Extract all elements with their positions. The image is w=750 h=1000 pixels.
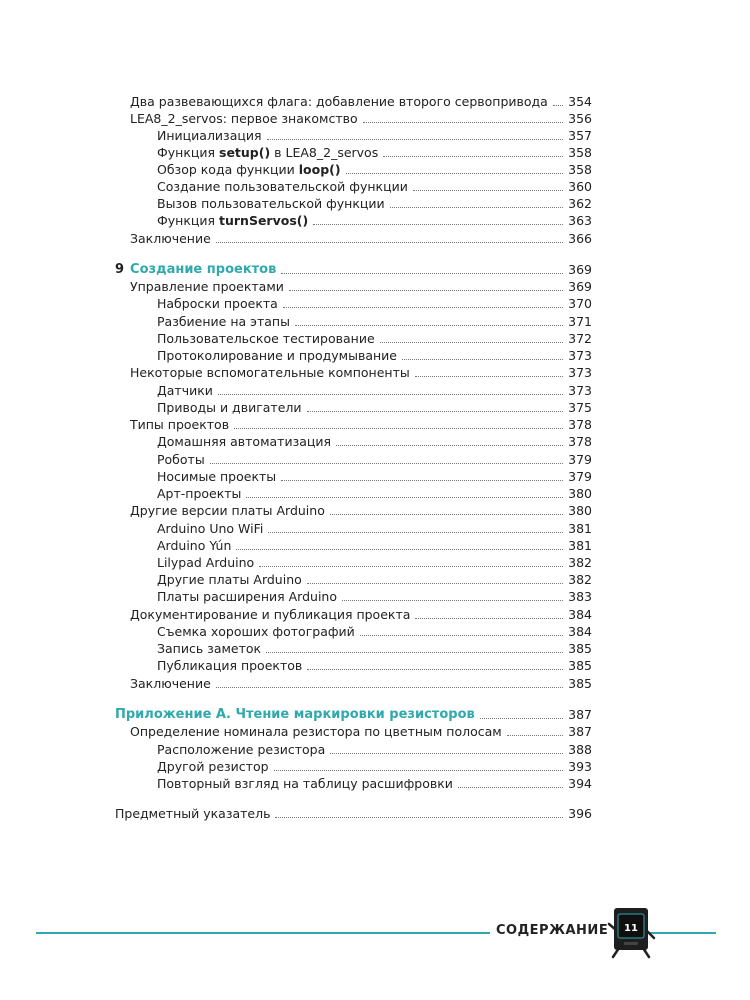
toc-page-number: 385 [568, 676, 592, 691]
toc-page-number: 358 [568, 162, 592, 177]
toc-entry-title [157, 742, 325, 757]
toc-page-number: 393 [568, 759, 592, 774]
dot-leader [330, 753, 563, 754]
dot-leader [246, 497, 563, 498]
toc-chapter [115, 705, 592, 722]
dot-leader [216, 687, 563, 688]
toc-page-number: 369 [568, 279, 592, 294]
dot-leader [307, 411, 564, 412]
dot-leader [313, 224, 563, 225]
toc-entry [130, 363, 592, 380]
toc-entry-title [130, 607, 410, 622]
toc-page-number: 363 [568, 213, 592, 228]
toc-entry-title [130, 231, 211, 246]
toc-page-number: 394 [568, 776, 592, 791]
dot-leader [553, 105, 563, 106]
toc-page-number: 372 [568, 331, 592, 346]
toc-entry-title [115, 707, 475, 722]
toc-entry [157, 177, 592, 194]
toc-entry-title [130, 279, 284, 294]
toc-entry [157, 639, 592, 656]
toc-entry-title-part: setup() [219, 145, 271, 160]
toc-page-number: 383 [568, 589, 592, 604]
dot-leader [363, 122, 563, 123]
toc-page-number: 388 [568, 742, 592, 757]
dot-leader [266, 652, 563, 653]
dot-leader [281, 273, 563, 274]
toc-entry [157, 740, 592, 757]
toc-entry-title-part: Съемка хороших фотографий [157, 624, 355, 639]
toc-entry [130, 415, 592, 432]
toc-entry-title-part: Lilypad Arduino [157, 555, 255, 570]
dot-leader [342, 600, 563, 601]
toc-entry-title-part: Расположение резистора [157, 742, 326, 757]
toc-entry [157, 381, 592, 398]
toc-entry [157, 294, 592, 311]
dot-leader [360, 635, 563, 636]
section-label: СОДЕРЖАНИЕ [490, 920, 618, 942]
toc-entry-title-part: Датчики [157, 383, 213, 398]
toc-page-number: 358 [568, 145, 592, 160]
toc-entry [157, 656, 592, 673]
toc-entry-title-part: Arduino Uno WiFi [157, 521, 264, 536]
toc-entry [157, 570, 592, 587]
dot-leader [307, 669, 563, 670]
toc-entry [130, 229, 592, 246]
toc-page-number: 381 [568, 521, 592, 536]
dot-leader [295, 325, 563, 326]
toc-entry-title [157, 521, 263, 536]
toc-page-number: 357 [568, 128, 592, 143]
dot-leader [267, 139, 564, 140]
toc-entry-title [157, 555, 254, 570]
toc-entry-title-part: Протоколирование и продумывание [157, 348, 397, 363]
toc-entry-title-part: Обзор кода функции [157, 162, 299, 177]
toc-entry-title-part: LEA8_2_servos: первое знакомство [130, 111, 358, 126]
toc-page-number: 370 [568, 296, 592, 311]
toc-entry-title-part: Два развевающихся флага: добавление второго сервопривода [130, 94, 548, 109]
toc-entry-title-part: Другой резистор [157, 759, 269, 774]
toc-entry-title [157, 128, 262, 143]
toc-entry-title-part: Документирование и публикация проекта [130, 607, 411, 622]
toc-entry [130, 277, 592, 294]
toc-entry [157, 211, 592, 228]
toc-entry-title [157, 348, 397, 363]
dot-leader [234, 428, 563, 429]
toc-page-number: 380 [568, 503, 592, 518]
toc-page-number: 387 [568, 724, 592, 739]
toc-page-number: 382 [568, 572, 592, 587]
toc-entry-title-part: Приводы и двигатели [157, 400, 302, 415]
toc-entry-title [157, 196, 385, 211]
dot-leader [415, 376, 563, 377]
toc-entry-title [157, 383, 213, 398]
dot-leader [281, 480, 563, 481]
chapter-number: 9 [115, 262, 125, 277]
toc-page-number: 384 [568, 624, 592, 639]
dot-leader [283, 307, 563, 308]
toc-entry [157, 329, 592, 346]
toc-entry-title [130, 262, 276, 277]
toc-page-number: 356 [568, 111, 592, 126]
toc-page-number: 378 [568, 417, 592, 432]
toc-entry-title [157, 589, 337, 604]
toc-page-number: 381 [568, 538, 592, 553]
toc-entry-title-part: Другие платы Arduino [157, 572, 302, 587]
toc-entry-title-part: Наброски проекта [157, 296, 278, 311]
dot-leader [415, 618, 563, 619]
toc-entry-title [157, 400, 302, 415]
toc-page-number: 362 [568, 196, 592, 211]
toc-entry [157, 587, 592, 604]
toc-entry-title-part: Запись заметок [157, 641, 262, 656]
toc-entry [157, 484, 592, 501]
dot-leader [275, 817, 563, 818]
toc-page-number: 385 [568, 658, 592, 673]
page-number: 11 [624, 923, 638, 934]
toc-entry-title-part: turnServos() [219, 213, 309, 228]
toc-entry-title-part: Управление проектами [130, 279, 284, 294]
toc-page-number: 396 [568, 806, 592, 821]
toc-entry-title [157, 331, 375, 346]
toc-entry-title [157, 145, 378, 160]
toc-entry-title-part: Заключение [130, 231, 211, 246]
toc-entry [157, 312, 592, 329]
toc-entry-title [157, 486, 241, 501]
dot-leader [507, 735, 563, 736]
toc-entry [157, 622, 592, 639]
toc-entry-title-part: Создание пользовательской функции [157, 179, 408, 194]
robot-icon [606, 904, 656, 960]
toc-page-number: 369 [568, 262, 592, 277]
toc-entry [157, 536, 592, 553]
toc-page-number: 379 [568, 469, 592, 484]
toc-entry-title-part: Функция [157, 213, 220, 228]
dot-leader [383, 156, 563, 157]
dot-leader [216, 242, 563, 243]
toc-entry-title [157, 759, 269, 774]
toc-entry-title-part: Арт-проекты [157, 486, 242, 501]
toc-entry-title-part: loop() [298, 162, 341, 177]
toc-entry-title-part: Домашняя автоматизация [157, 434, 332, 449]
toc-page-number: 385 [568, 641, 592, 656]
dot-leader [236, 549, 563, 550]
toc-entry-title-part: Типы проектов [130, 417, 230, 432]
dot-leader [402, 359, 563, 360]
toc-entry [157, 553, 592, 570]
dot-leader [210, 463, 563, 464]
toc-entry [157, 398, 592, 415]
toc-page-number: 378 [568, 434, 592, 449]
toc-entry [157, 450, 592, 467]
toc-entry-title [157, 452, 205, 467]
toc-entry-title-part: Определение номинала резистора по цветным полосам [130, 724, 502, 739]
toc-entry [157, 194, 592, 211]
toc-page-number: 373 [568, 365, 592, 380]
toc-entry-title [130, 417, 229, 432]
dot-leader [390, 207, 564, 208]
toc-entry [157, 774, 592, 791]
dot-leader [274, 770, 564, 771]
toc-entry-title [130, 503, 325, 518]
toc-entry-title [157, 162, 341, 177]
toc-page-number: 375 [568, 400, 592, 415]
toc-entry-title-part: Функция [157, 145, 220, 160]
toc-entry-title-part: Разбиение на этапы [157, 314, 290, 329]
toc-entry-title [130, 676, 211, 691]
toc-page-number: 360 [568, 179, 592, 194]
dot-leader [259, 566, 563, 567]
toc-entry [157, 519, 592, 536]
toc-page-number: 373 [568, 348, 592, 363]
toc-page-number: 379 [568, 452, 592, 467]
toc-entry [157, 432, 592, 449]
toc-entry-title [157, 641, 261, 656]
toc-entry [130, 674, 592, 691]
dot-leader [413, 190, 563, 191]
toc-entry-title-part: Публикация проектов [157, 658, 303, 673]
toc-entry-title [157, 434, 331, 449]
toc-entry-title-part: Носимые проекты [157, 469, 277, 484]
toc-entry-title [157, 624, 355, 639]
toc-entry [157, 126, 592, 143]
toc-entry-title-part: Вызов пользовательской функции [157, 196, 385, 211]
dot-leader [346, 173, 564, 174]
toc-entry-title-part: Некоторые вспомогательные компоненты [130, 365, 410, 380]
toc-entry [157, 467, 592, 484]
toc-page-number: 387 [568, 707, 592, 722]
dot-leader [380, 342, 564, 343]
toc-entry-title-part: Arduino Yún [157, 538, 232, 553]
toc-entry-title-part: Приложение А. Чтение маркировки резисторов [115, 707, 475, 722]
toc-page-number: 366 [568, 231, 592, 246]
toc-entry-title-part: Пользовательское тестирование [157, 331, 375, 346]
toc-entry-title [157, 572, 302, 587]
dot-leader [307, 583, 563, 584]
toc-entry [130, 92, 592, 109]
toc-entry [157, 160, 592, 177]
toc-page-number: 380 [568, 486, 592, 501]
toc-page-number: 371 [568, 314, 592, 329]
dot-leader [458, 787, 563, 788]
toc-entry [130, 109, 592, 126]
toc-entry-title [157, 314, 290, 329]
dot-leader [218, 394, 563, 395]
toc-entry-title-part: Предметный указатель [115, 806, 271, 821]
dot-leader [336, 445, 563, 446]
toc-entry-title-part: в LEA8_2_servos [270, 145, 379, 160]
toc-entry-title [130, 94, 548, 109]
toc-entry-title-part: Повторный взгляд на таблицу расшифровки [157, 776, 453, 791]
toc-entry-title [115, 806, 270, 821]
dot-leader [480, 718, 563, 719]
toc-entry-title [130, 365, 410, 380]
toc-entry-title [157, 296, 278, 311]
toc-page-number: 373 [568, 383, 592, 398]
toc-entry-title [157, 179, 408, 194]
toc-page-number: 354 [568, 94, 592, 109]
toc-entry [157, 757, 592, 774]
toc-entry-title [157, 658, 302, 673]
toc-page-number: 384 [568, 607, 592, 622]
toc-entry [130, 605, 592, 622]
toc-entry-title-part: Платы расширения Arduino [157, 589, 337, 604]
toc-entry-title-part: Роботы [157, 452, 205, 467]
toc-entry [130, 501, 592, 518]
toc-page-number: 382 [568, 555, 592, 570]
toc-entry [157, 346, 592, 363]
toc-entry-title [130, 724, 502, 739]
toc-chapter [115, 260, 592, 277]
toc-entry-title-part: Создание проектов [130, 262, 277, 277]
dot-leader [268, 532, 563, 533]
toc-entry-title [157, 469, 276, 484]
dot-leader [289, 290, 563, 291]
toc-entry-title [157, 776, 453, 791]
toc-entry-title-part: Заключение [130, 676, 211, 691]
toc-entry-title-part: Инициализация [157, 128, 262, 143]
toc-entry-title-part: Другие версии платы Arduino [130, 503, 325, 518]
toc-entry [157, 143, 592, 160]
toc-entry [115, 804, 592, 821]
toc-entry-title [157, 538, 231, 553]
toc-entry-title [130, 111, 358, 126]
toc-entry [130, 722, 592, 739]
dot-leader [330, 514, 563, 515]
toc-entry-title [157, 213, 308, 228]
